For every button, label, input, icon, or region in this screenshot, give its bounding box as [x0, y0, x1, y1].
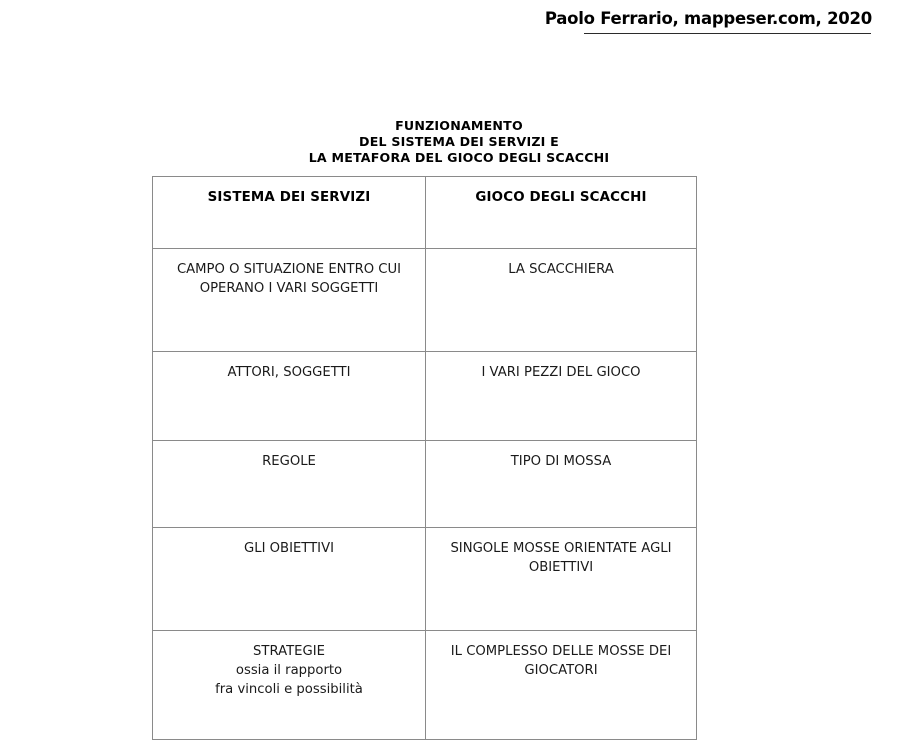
cell-line: STRATEGIE: [253, 644, 325, 659]
cell-line: REGOLE: [262, 454, 316, 469]
byline-divider: [584, 33, 871, 34]
cell-scacchi-4: [426, 631, 697, 740]
cell-scacchi-3: [426, 528, 697, 631]
cell-line: GLI OBIETTIVI: [244, 541, 334, 556]
comparison-table-wrapper: [152, 176, 696, 740]
table-row: [153, 631, 697, 740]
diagram-title-line-1: FUNZIONAMENTO: [395, 118, 523, 133]
column-header-sistema-dei-servizi: SISTEMA DEI SERVIZI: [153, 177, 426, 249]
table-row: [153, 441, 697, 528]
cell-line: GIOCATORI: [524, 663, 598, 678]
diagram-title-line-3: LA METAFORA DEL GIOCO DEGLI SCACCHI: [308, 150, 610, 165]
cell-line: TIPO DI MOSSA: [510, 454, 612, 469]
cell-line: I VARI PEZZI DEL GIOCO: [481, 365, 641, 380]
cell-scacchi-0: [426, 249, 697, 352]
cell-line: fra vincoli e possibilità: [215, 682, 363, 697]
cell-servizi-1: [153, 352, 426, 441]
cell-line: ossia il rapporto: [235, 663, 343, 678]
table-row: [153, 528, 697, 631]
author-byline: Paolo Ferrario, mappeser.com, 2020: [544, 9, 872, 28]
cell-scacchi-2: [426, 441, 697, 528]
cell-scacchi-1: [426, 352, 697, 441]
cell-line: LA SCACCHIERA: [508, 262, 614, 277]
cell-servizi-3: [153, 528, 426, 631]
cell-servizi-2: [153, 441, 426, 528]
cell-line: IL COMPLESSO DELLE MOSSE DEI: [450, 644, 672, 659]
cell-line: ATTORI, SOGGETTI: [227, 365, 351, 380]
diagram-title: [0, 118, 900, 166]
cell-servizi-4: [153, 631, 426, 740]
cell-servizi-0: [153, 249, 426, 352]
cell-line: SINGOLE MOSSE ORIENTATE AGLI: [450, 541, 672, 556]
diagram-title-line-2: DEL SISTEMA DEI SERVIZI E: [359, 134, 559, 149]
cell-line: OBIETTIVI: [528, 560, 594, 575]
table-row: [153, 249, 697, 352]
cell-line: CAMPO O SITUAZIONE ENTRO CUI: [176, 262, 402, 277]
column-header-gioco-degli-scacchi: GIOCO DEGLI SCACCHI: [426, 177, 697, 249]
table-header-row: [153, 177, 697, 249]
table-row: [153, 352, 697, 441]
cell-line: OPERANO I VARI SOGGETTI: [199, 281, 379, 296]
comparison-table: [152, 176, 697, 740]
page-header: [0, 0, 900, 48]
